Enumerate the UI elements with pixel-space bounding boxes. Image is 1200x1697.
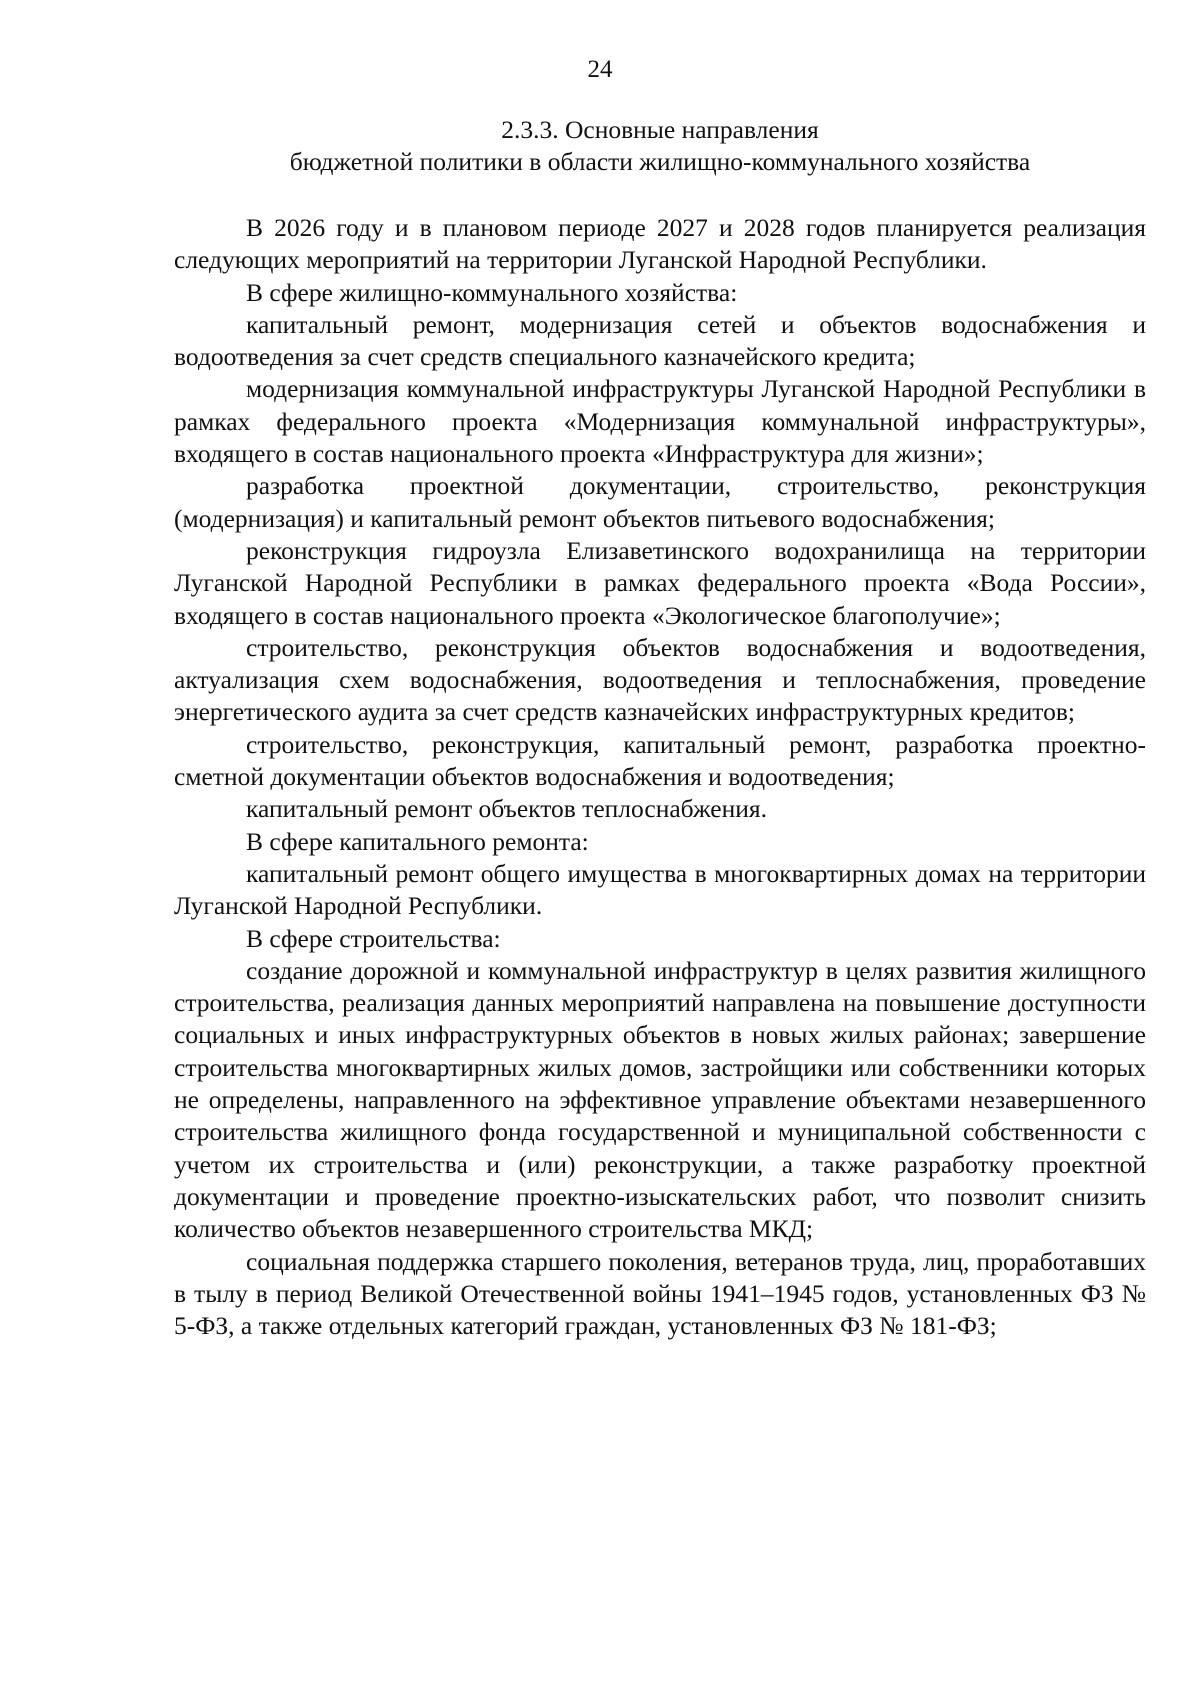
paragraph: реконструкция гидроузла Елизаветинского водохранилища на территории Луганской Народной Республики в рамках федерального проекта «Вода России», входящего в состав национального проекта «Экологическое благополучие»; bbox=[174, 535, 1146, 630]
section-heading-line-1: 2.3.3. Основные направления bbox=[501, 115, 819, 144]
section-heading-line-2: бюджетной политики в области жилищно-коммунального хозяйства bbox=[289, 147, 1031, 176]
paragraph: В сфере капитального ремонта: bbox=[246, 826, 589, 856]
paragraph: модернизация коммунальной инфраструктуры Луганской Народной Республики в рамках федерального проекта «Модернизация коммунальной инфраструктуры», входящего в состав национального проекта «Инфраструктура для жизни»; bbox=[174, 374, 1146, 469]
paragraph: разработка проектной документации, строительство, реконструкция (модернизация) и капитальный ремонт объектов питьевого водоснабжения; bbox=[174, 471, 1146, 533]
paragraph: капитальный ремонт, модернизация сетей и объектов водоснабжения и водоотведения за счет средств специального казначейского кредита; bbox=[174, 309, 1146, 372]
paragraph: социальная поддержка старшего поколения, ветеранов труда, лиц, проработавших в тылу в период Великой Отечественной войны 1941–1945 годов, установленных ФЗ № 5-ФЗ, а также отдельных категорий граждан, установленных ФЗ № 181-ФЗ; bbox=[174, 1246, 1146, 1341]
paragraph: капитальный ремонт объектов теплоснабжения. bbox=[246, 794, 768, 824]
paragraph: В сфере строительства: bbox=[246, 923, 501, 953]
paragraph: капитальный ремонт общего имущества в многоквартирных домах на территории Луганской Народной Республики. bbox=[174, 858, 1146, 921]
paragraph: строительство, реконструкция объектов водоснабжения и водоотведения, актуализация схем водоснабжения, водоотведения и теплоснабжения, проведение энергетического аудита за счет средств казначейских инфраструктурных кредитов; bbox=[174, 632, 1146, 727]
paragraph: создание дорожной и коммунальной инфраструктур в целях развития жилищного строительства, реализация данных мероприятий направлена на повышение доступности социальных и иных инфраструктурных объектов в новых жилых районах; завершение строительства многоквартирных жилых домов, застройщики или собственники которых не определены, направленного на эффективное управление объектами незавершенного строительства жилищного фонда государственной и муниципальной собственности с учетом их строительства и (или) реконструкции, а также разработку проектной документации и проведение проектно-изыскательских работ, что позволит снизить количество объектов незавершенного строительства МКД; bbox=[174, 955, 1146, 1244]
paragraph: строительство, реконструкция, капитальный ремонт, разработка проектно-сметной документации объектов водоснабжения и водоотведения; bbox=[174, 729, 1146, 792]
body-text bbox=[174, 212, 1146, 1342]
section-heading bbox=[175, 114, 1145, 178]
paragraph: В сфере жилищно-коммунального хозяйства: bbox=[246, 277, 738, 307]
page-number: 24 bbox=[587, 56, 613, 83]
paragraph: В 2026 году и в плановом периоде 2027 и 2028 годов планируется реализация следующих мероприятий на территории Луганской Народной Республики. bbox=[174, 213, 1146, 275]
